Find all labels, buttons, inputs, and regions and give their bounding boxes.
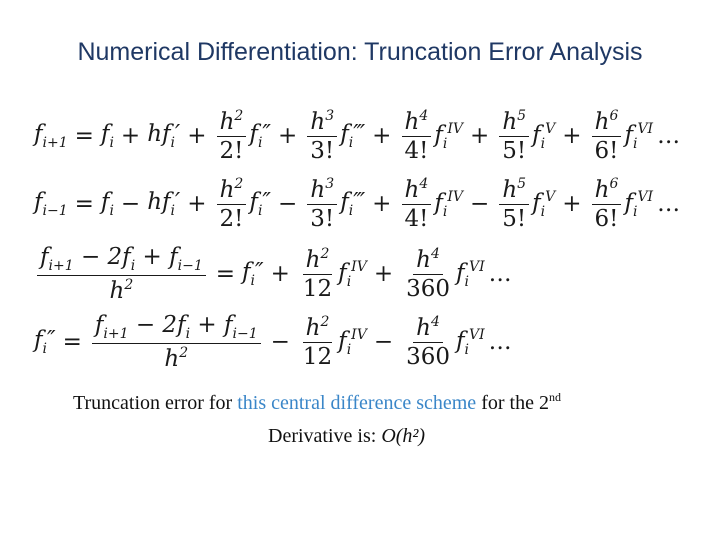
note-derivative-label: Derivative is: [268,425,382,447]
note-superscript: nd [548,390,561,404]
taylor-backward-equation: $f_{i-1}$ = $f_i$ − $hf_i'$ + $\frac{h^2}{2!}$ $f_i''$ − $\frac{h^3}{3!}$ $f_i‴$ + $\frac{h^4}{4!}$ $f_i^{IV}$ − $\frac{h^5}{5!}$ $f_i^V$ + $\frac{h^6}{6!}$ $f_i^{VI}$ … [34,175,681,232]
note-text: Truncation error for [73,392,238,414]
slide-title: Numerical Differentiation: Truncation Error Analysis [77,38,643,66]
truncation-note-line1 [73,390,561,415]
second-derivative-equation: $f_i''$ = $\frac{f_{i+1} - 2f_i + f_{i-1}}{h^2}$ − $\frac{h^2}{12}$ $f_i^{IV}$ − $\frac{h^4}{360}$ $f_i^{VI}$ … [34,311,512,372]
note-highlight: this central difference scheme [237,392,477,414]
truncation-note-line2 [268,425,425,448]
note-order: O(h²) [381,425,426,447]
summed-difference-equation: $\frac{f_{i+1} - 2f_i + f_{i-1}}{h^2}$ = $f_i''$ + $\frac{h^2}{12}$ $f_i^{IV}$ + $\frac{h^4}{360}$ $f_i^{VI}$ … [34,240,512,308]
note-text-tail: for the 2 [476,392,549,414]
taylor-forward-equation: $f_{i+1}$ = $f_i$ + $hf_i'$ + $\frac{h^2}{2!}$ $f_i''$ + $\frac{h^3}{3!}$ $f_i‴$ + $\frac{h^4}{4!}$ $f_i^{IV}$ + $\frac{h^5}{5!}$ $f_i^V$ + $\frac{h^6}{6!}$ $f_i^{VI}$ … [34,107,681,164]
